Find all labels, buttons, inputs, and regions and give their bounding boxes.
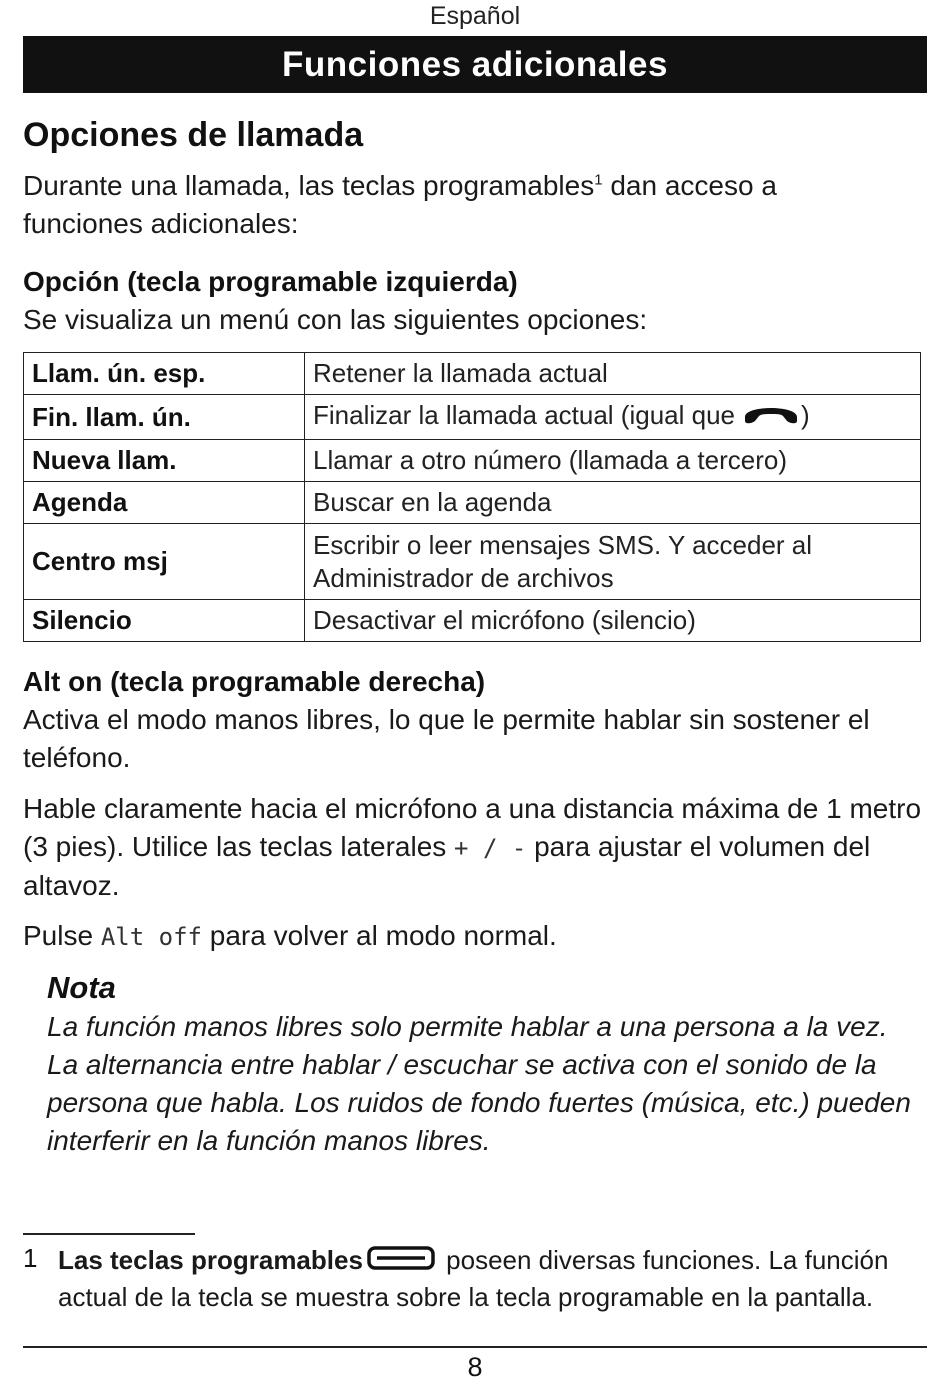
option-key: Silencio bbox=[24, 600, 305, 642]
section-title: Opciones de llamada bbox=[23, 116, 364, 154]
footnote-body: poseen diversas funciones. La función actual de la tecla se muestra sobre la tecla programable en la pantalla. bbox=[58, 1245, 889, 1312]
note-text: La función manos libres solo permite hablar a una persona a la vez. La alternancia entre hablar / escuchar se activa con el sonido de la persona que habla. Los ruidos de fondo fuertes (música, etc.) pueden interferir en la función manos libres. bbox=[47, 1011, 911, 1156]
bottom-divider bbox=[23, 1346, 927, 1348]
option-value: Desactivar el micrófono (silencio) bbox=[305, 600, 921, 642]
intro-paragraph bbox=[23, 167, 903, 243]
option-value: Escribir o leer mensajes SMS. Y acceder al Administrador de archivos bbox=[305, 524, 921, 600]
option-key: Agenda bbox=[24, 482, 305, 524]
option-value: Llamar a otro número (llamada a tercero) bbox=[305, 440, 921, 482]
option-value: Buscar en la agenda bbox=[305, 482, 921, 524]
phone-hangup-icon bbox=[741, 399, 801, 435]
intro-text-1: Durante una llamada, las teclas programables bbox=[23, 170, 595, 201]
table-row bbox=[24, 395, 921, 440]
footnote-number: 1 bbox=[23, 1243, 38, 1273]
right-key-desc: Activa el modo manos libres, lo que le permite hablar sin sostener el teléfono. bbox=[23, 704, 870, 773]
alt-off-key: Alt off bbox=[100, 923, 202, 951]
footnote-bold: Las teclas programables bbox=[58, 1245, 363, 1275]
alt-off-text-2: para volver al modo normal. bbox=[201, 920, 557, 951]
footnote-text bbox=[58, 1243, 920, 1315]
option-key: Fin. llam. ún. bbox=[24, 395, 305, 440]
speaker-text-1: Hable claramente hacia el micrófono a una distancia máxima de 1 metro (3 pies). Utilice las teclas laterales bbox=[23, 793, 922, 862]
banner-title: Funciones adicionales bbox=[282, 45, 668, 84]
table-row bbox=[24, 524, 921, 600]
language-label: Español bbox=[429, 2, 521, 30]
left-key-heading: Opción (tecla programable izquierda) bbox=[23, 266, 518, 297]
speaker-text-2: para ajustar el volumen del altavoz. bbox=[23, 831, 871, 901]
table-row bbox=[24, 600, 921, 642]
option-key: Nueva llam. bbox=[24, 440, 305, 482]
option-value: Retener la llamada actual bbox=[305, 353, 921, 395]
section-banner bbox=[23, 36, 927, 93]
speaker-paragraph bbox=[23, 790, 923, 905]
alt-off-text-1: Pulse bbox=[23, 920, 101, 951]
footnote-ref: 1 bbox=[594, 171, 603, 189]
option-value-cell bbox=[305, 395, 921, 440]
page-number: 8 bbox=[467, 1352, 483, 1382]
intro-text-2: dan acceso a funciones adicionales: bbox=[23, 170, 777, 239]
volume-keys: + / - bbox=[454, 834, 527, 862]
table-row bbox=[24, 353, 921, 395]
left-key-desc: Se visualiza un menú con las siguientes opciones: bbox=[23, 304, 648, 335]
option-value: Finalizar la llamada actual (igual que bbox=[313, 400, 736, 430]
softkey-icon bbox=[367, 1245, 435, 1280]
right-key-heading: Alt on (tecla programable derecha) bbox=[23, 666, 486, 697]
option-value-suffix: ) bbox=[801, 400, 810, 430]
options-table bbox=[23, 352, 921, 642]
footnote-divider bbox=[23, 1233, 195, 1235]
table-row bbox=[24, 482, 921, 524]
note-heading: Nota bbox=[47, 970, 116, 1005]
alt-off-paragraph bbox=[23, 917, 557, 956]
table-row bbox=[24, 440, 921, 482]
option-key: Centro msj bbox=[24, 524, 305, 600]
option-key: Llam. ún. esp. bbox=[24, 353, 305, 395]
